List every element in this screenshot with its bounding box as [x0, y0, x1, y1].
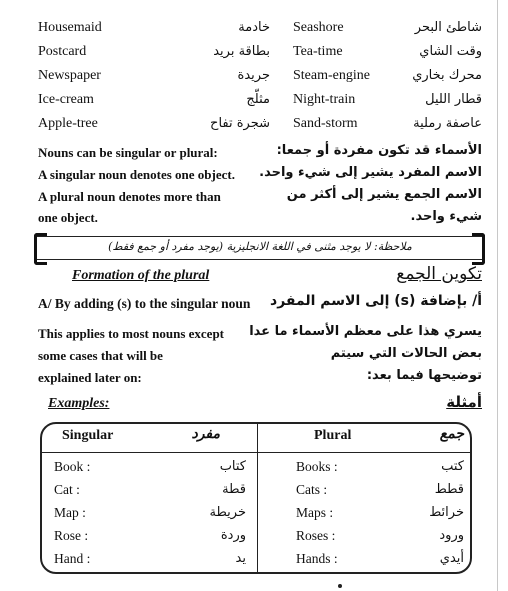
vocab-en2-4: Night-train	[293, 92, 356, 107]
cell-plural-en: Maps :	[296, 505, 334, 520]
cell-singular-ar: خريطة	[209, 505, 246, 520]
vocab-ar-4: مثلّج	[246, 92, 270, 107]
th-plural-ar: جمع	[439, 426, 464, 442]
note-bracket-right	[472, 233, 485, 265]
applies-en-line-3: explained later on:	[38, 370, 142, 385]
nouns-en-line-3: A plural noun denotes more than	[38, 189, 221, 204]
formation-heading-en: Formation of the plural	[72, 268, 210, 283]
examples-heading-ar: أمثلة	[446, 393, 482, 411]
cell-singular-en: Rose :	[54, 528, 89, 543]
th-singular-ar: مفرد	[191, 426, 220, 442]
vocab-ar2-1: شاطئ البحر	[414, 20, 482, 35]
cell-plural-ar: كتب	[441, 459, 464, 474]
th-singular-en: Singular	[62, 428, 114, 443]
cell-singular-en: Book :	[54, 459, 91, 474]
cell-plural-ar: ورود	[439, 528, 464, 543]
vocab-en-5: Apple-tree	[38, 116, 98, 131]
nouns-en-line-1: Nouns can be singular or plural:	[38, 145, 218, 160]
cell-plural-en: Cats :	[296, 482, 328, 497]
vocab-ar2-3: محرك بخاري	[412, 68, 482, 83]
th-plural-en: Plural	[314, 428, 352, 443]
cell-plural-ar: أيدي	[439, 551, 464, 566]
note-text: ملاحظة: لا يوجد مثنى في اللغة الانجليزية (يوجد مفرد أو جمع فقط)	[108, 240, 412, 253]
cell-plural-en: Roses :	[296, 528, 336, 543]
vocab-en2-5: Sand-storm	[293, 116, 358, 131]
vocab-ar-5: شجرة تفاح	[210, 116, 270, 131]
nouns-ar-line-3: الاسم الجمع يشير إلى أكثر من	[286, 187, 482, 202]
applies-ar-line-3: توضيحها فيما بعد:	[366, 368, 482, 383]
cell-singular-ar: وردة	[220, 528, 246, 543]
vocab-en2-1: Seashore	[293, 20, 344, 35]
cell-singular-en: Hand :	[54, 551, 91, 566]
table-header-divider	[40, 452, 472, 453]
nouns-en-line-2: A singular noun denotes one object.	[38, 167, 235, 182]
cell-singular-ar: كتاب	[219, 459, 246, 474]
cell-plural-ar: قطط	[434, 482, 464, 497]
nouns-ar-line-2: الاسم المفرد يشير إلى شيء واحد.	[259, 165, 482, 180]
vocab-en2-2: Tea-time	[293, 44, 343, 59]
vocab-ar-2: بطاقة بريد	[213, 44, 270, 59]
cell-plural-ar: خرائط	[429, 505, 464, 520]
nouns-ar-line-1: الأسماء قد تكون مفردة أو جمعا:	[276, 143, 482, 158]
vocab-en2-3: Steam-engine	[293, 68, 370, 83]
note-bracket-left	[34, 233, 47, 265]
cell-singular-ar: قطة	[222, 482, 246, 497]
vocab-en-1: Housemaid	[38, 20, 102, 35]
applies-en-line-2: some cases that will be	[38, 348, 163, 363]
cell-plural-en: Books :	[296, 459, 338, 474]
vocab-ar2-4: قطار الليل	[425, 92, 482, 107]
table-column-divider	[257, 422, 258, 574]
cell-singular-en: Cat :	[54, 482, 80, 497]
rule-a-ar: أ/ بإضافة (s) إلى الاسم المفرد	[270, 293, 482, 309]
vocab-ar-1: خادمة	[238, 20, 270, 35]
cell-plural-en: Hands :	[296, 551, 338, 566]
formation-heading-ar: تكوين الجمع	[396, 264, 482, 284]
applies-ar-line-1: يسري هذا على معظم الأسماء ما عدا	[249, 324, 482, 339]
examples-heading-en: Examples:	[48, 396, 110, 411]
vocab-ar2-2: وقت الشاي	[419, 44, 482, 59]
vocab-en-3: Newspaper	[38, 68, 101, 83]
page-mark	[338, 584, 342, 588]
vocab-ar-3: جريدة	[237, 68, 270, 83]
cell-singular-ar: يد	[235, 551, 246, 566]
cell-singular-en: Map :	[54, 505, 86, 520]
nouns-en-line-4: one object.	[38, 210, 98, 225]
page-edge-line	[497, 0, 498, 591]
vocab-en-2: Postcard	[38, 44, 87, 59]
vocab-en-4: Ice-cream	[38, 92, 94, 107]
rule-a-en: A/ By adding (s) to the singular noun	[38, 296, 251, 311]
applies-en-line-1: This applies to most nouns except	[38, 326, 224, 341]
nouns-ar-line-4: شيء واحد.	[410, 209, 482, 224]
vocab-ar2-5: عاصفة رملية	[413, 116, 482, 131]
applies-ar-line-2: بعض الحالات التي سيتم	[330, 346, 482, 361]
